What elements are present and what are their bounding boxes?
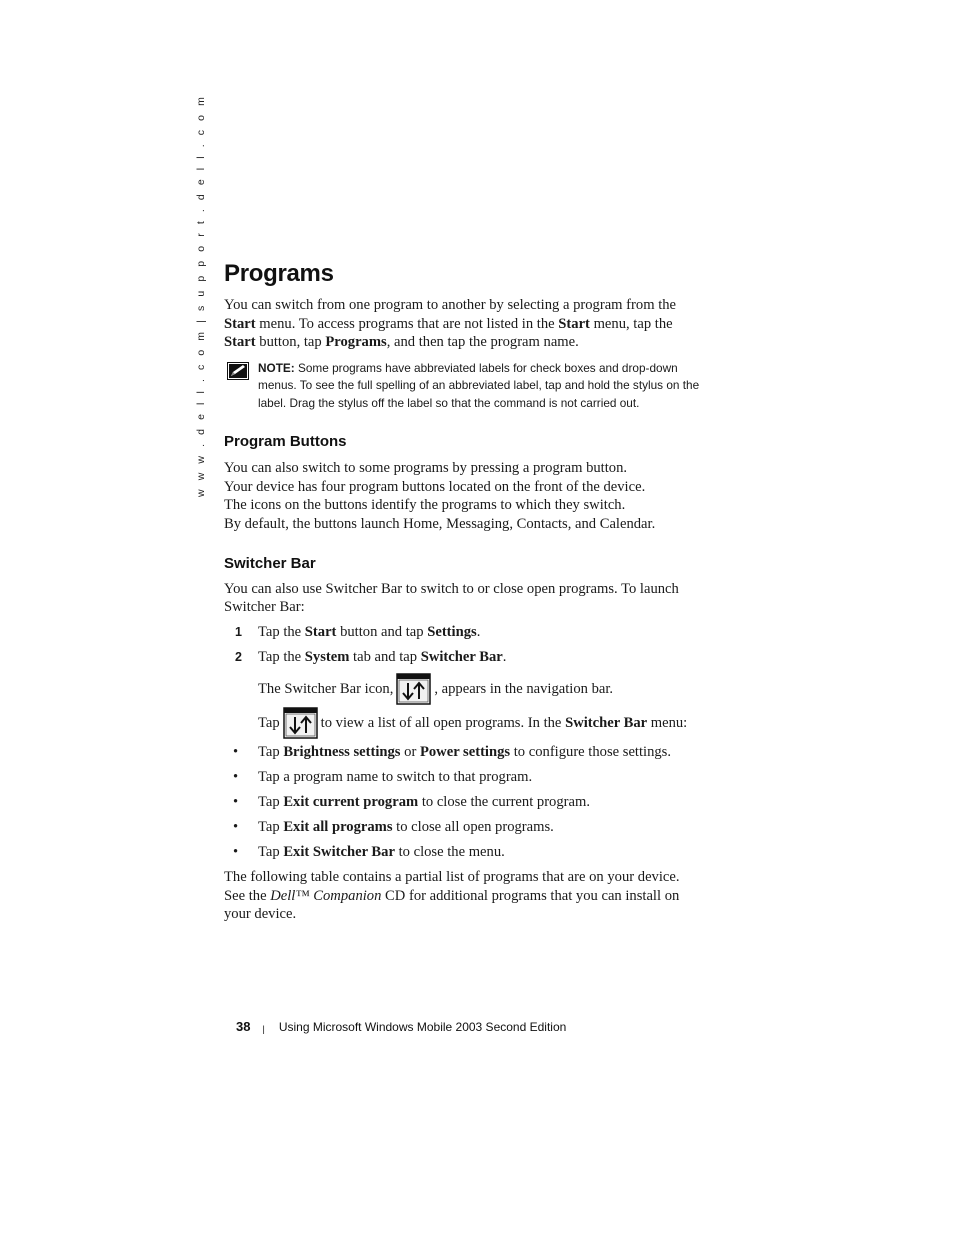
list-item: • Tap Exit Switcher Bar to close the menu.	[233, 843, 505, 860]
program-buttons-body: You can also switch to some programs by pressing a program button. Your device has four program buttons located on the front of the device. The icons on the buttons identify the programs to which they switch. By default, the buttons launch Home, Messaging, Contacts, and Calendar.	[224, 460, 656, 533]
pencil-note-icon	[227, 362, 249, 380]
step-item: 2 Tap the System tab and tap Switcher Bar.	[235, 648, 507, 665]
switcher-options-list	[224, 743, 704, 862]
footer-title: Using Microsoft Windows Mobile 2003 Second Edition	[278, 1019, 567, 1034]
switcher-bar-icon	[396, 673, 431, 705]
switcher-icon-line: The Switcher Bar icon, , appears in the navigation bar.	[224, 673, 704, 705]
steps-list	[224, 623, 704, 667]
page-content	[224, 258, 704, 924]
program-buttons-heading: Program Buttons	[224, 433, 347, 451]
footer-separator: |	[262, 1023, 265, 1034]
page-footer	[236, 1019, 566, 1034]
closing-paragraph: The following table contains a partial list of programs that are on your device. See the Dell™ Companion CD for additional programs that you can install on your device.	[224, 868, 680, 923]
page-title: Programs	[224, 260, 334, 287]
list-item: • Tap Exit all programs to close all open programs.	[233, 818, 554, 835]
switcher-bar-icon	[283, 707, 318, 739]
switcher-bar-intro: You can also use Switcher Bar to switch to or close open programs. To launch Switcher Bar:	[224, 580, 679, 616]
note-text: NOTE: Some programs have abbreviated labels for check boxes and drop-down menus. To see the full spelling of an abbreviated label, tap and hold the stylus on the label. Drag the stylus off the label so that the command is not carried out.	[258, 360, 700, 410]
list-item: • Tap a program name to switch to that program.	[233, 769, 533, 786]
page-number: 38	[236, 1019, 251, 1034]
list-item: • Tap Exit current program to close the current program.	[233, 794, 590, 810]
switcher-bar-heading: Switcher Bar	[224, 554, 316, 572]
side-url-text: w w w . d e l l . c o m | s u p p o r t . d e l l . c o m	[195, 94, 207, 497]
list-item: • Tap Brightness settings or Power settings to configure those settings.	[233, 744, 672, 761]
step-item: 1 Tap the Start button and tap Settings.	[235, 623, 481, 640]
switcher-tap-line: Tap to view a list of all open programs. In the Switcher Bar menu:	[224, 707, 704, 739]
note-block	[224, 360, 704, 413]
intro-paragraph: You can switch from one program to another by selecting a program from the Start menu. To access programs that are not listed in the Start menu, tap the Start button, tap Programs, and then tap the program name.	[224, 297, 677, 351]
